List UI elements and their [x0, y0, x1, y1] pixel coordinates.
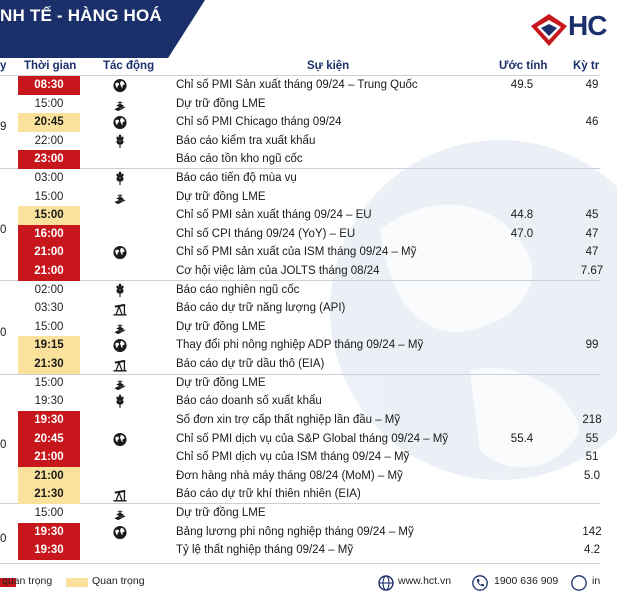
globe-icon [112, 525, 128, 540]
table-row[interactable] [0, 76, 600, 95]
previous-value [567, 281, 617, 300]
date-column-fragment: y [0, 60, 7, 72]
impact-column-header: Tác động [103, 60, 155, 72]
event-name: Dự trữ đồng LME [176, 507, 266, 519]
wheat-icon [112, 171, 128, 186]
event-time: 15:00 [34, 507, 64, 519]
forecast-value [497, 448, 547, 467]
table-row[interactable] [0, 299, 600, 318]
event-name: Thay đổi phi nông nghiệp ADP tháng 09/24 – Mỹ [176, 339, 424, 351]
page-title: NH TẾ - HÀNG HOÁ [0, 6, 162, 25]
table-row[interactable] [0, 355, 600, 374]
legend-yellow-label: Quan trọng [92, 575, 145, 587]
logo-text: HC [568, 10, 607, 41]
event-name: Báo cáo nghiên ngũ cốc [176, 284, 300, 296]
table-row[interactable] [0, 336, 600, 355]
previous-value: 51 [585, 451, 599, 463]
event-name: Tỷ lệ thất nghiệp tháng 09/24 – Mỹ [176, 544, 354, 556]
event-time: 23:00 [18, 150, 80, 169]
wheat-icon [112, 283, 128, 298]
event-time: 21:30 [18, 485, 80, 504]
event-name: Đơn hàng nhà máy tháng 08/24 (MoM) – Mỹ [176, 470, 403, 482]
table-row[interactable] [0, 523, 600, 542]
event-name: Dự trữ đồng LME [176, 377, 266, 389]
date-fragment: 0 [0, 327, 7, 339]
event-name: Chỉ số PMI sản xuất của ISM tháng 09/24 – Mỹ [176, 246, 417, 258]
event-time: 02:00 [34, 284, 64, 296]
phone-icon [472, 575, 488, 591]
table-row[interactable] [0, 132, 600, 151]
event-time: 21:00 [18, 243, 80, 262]
table-row[interactable] [0, 188, 600, 207]
event-time: 19:30 [34, 395, 64, 407]
event-name: Chỉ số PMI dịch vụ của S&P Global tháng 09/24 – Mỹ [176, 433, 449, 445]
previous-value [567, 355, 617, 374]
table-row[interactable] [0, 150, 600, 169]
event-time: 21:00 [18, 448, 80, 467]
event-name: Báo cáo tồn kho ngũ cốc [176, 153, 303, 165]
event-time: 15:00 [34, 191, 64, 203]
previous-value: 142 [582, 526, 602, 538]
forecast-value [497, 411, 547, 430]
event-time: 15:00 [34, 377, 64, 389]
forecast-value [497, 318, 547, 337]
event-time: 15:00 [18, 206, 80, 225]
table-row[interactable] [0, 95, 600, 114]
footer [0, 570, 600, 600]
social-icon [571, 575, 587, 591]
event-time: 15:00 [34, 98, 64, 110]
event-name: Chỉ số CPI tháng 09/24 (YoY) – EU [176, 228, 356, 240]
previous-value [567, 504, 617, 523]
table-row[interactable] [0, 485, 600, 504]
event-name: Chỉ số PMI dịch vụ của ISM tháng 09/24 – Mỹ [176, 451, 410, 463]
event-name: Báo cáo tiến độ mùa vụ [176, 172, 297, 184]
table-row[interactable] [0, 392, 600, 411]
table-row[interactable] [0, 467, 600, 486]
metal-bars-icon [112, 190, 128, 205]
previous-value [567, 318, 617, 337]
event-name: Chỉ số PMI Sản xuất tháng 09/24 – Trung Quốc [176, 79, 418, 91]
table-row[interactable] [0, 281, 600, 300]
forecast-value [497, 262, 547, 281]
date-fragment: 0 [0, 439, 7, 451]
previous-value [567, 188, 617, 207]
footer-extra: in [592, 575, 601, 587]
previous-value: 7.67 [580, 265, 604, 277]
event-time: 21:00 [18, 262, 80, 281]
table-row[interactable] [0, 318, 600, 337]
event-name: Báo cáo kiểm tra xuất khẩu [176, 135, 316, 147]
forecast-value: 55.4 [510, 433, 534, 445]
table-row[interactable] [0, 374, 600, 393]
event-name: Bảng lương phi nông nghiệp tháng 09/24 – Mỹ [176, 526, 414, 538]
previous-value [567, 150, 617, 169]
metal-bars-icon [112, 320, 128, 335]
table-row[interactable] [0, 113, 600, 132]
event-name: Chỉ số PMI Chicago tháng 09/24 [176, 116, 342, 128]
event-time: 03:00 [34, 172, 64, 184]
event-name: Báo cáo doanh số xuất khẩu [176, 395, 322, 407]
previous-value: 45 [585, 209, 599, 221]
forecast-value [497, 132, 547, 151]
oil-pump-icon [112, 487, 128, 502]
event-name: Dự trữ đồng LME [176, 321, 266, 333]
event-time: 21:30 [18, 355, 80, 374]
event-name: Báo cáo dự trữ khí thiên nhiên (EIA) [176, 488, 361, 500]
footer-website[interactable]: www.hct.vn [398, 575, 452, 587]
date-fragment: 9 [0, 121, 7, 133]
forecast-value [497, 243, 547, 262]
forecast-value [497, 523, 547, 542]
metal-bars-icon [112, 97, 128, 112]
legend-red-label: quan trọng [2, 575, 53, 587]
legend-yellow-swatch [66, 578, 88, 587]
forecast-value [497, 169, 547, 188]
previous-value: 5.0 [584, 470, 600, 482]
metal-bars-icon [112, 506, 128, 521]
previous-value [567, 374, 617, 393]
forecast-value [497, 392, 547, 411]
forecast-value [497, 336, 547, 355]
previous-value [567, 299, 617, 318]
table-row[interactable] [0, 225, 600, 244]
event-column-header: Sự kiện [307, 60, 350, 72]
table-row[interactable] [0, 448, 600, 467]
logo-icon [529, 12, 569, 48]
globe-icon [112, 338, 128, 353]
previous-value: 46 [585, 116, 599, 128]
previous-value [567, 132, 617, 151]
web-globe-icon [378, 575, 394, 591]
table-row[interactable] [0, 169, 600, 188]
previous-value: 4.2 [584, 544, 600, 556]
event-name: Dự trữ đồng LME [176, 98, 266, 110]
event-name: Chỉ số PMI sản xuất tháng 09/24 – EU [176, 209, 372, 221]
globe-icon [112, 78, 128, 93]
previous-value [567, 95, 617, 114]
event-time: 19:30 [18, 523, 80, 542]
previous-value: 99 [585, 339, 599, 351]
table-row[interactable] [0, 243, 600, 262]
globe-icon [112, 115, 128, 130]
table-row[interactable] [0, 541, 600, 560]
forecast-value [497, 95, 547, 114]
event-time: 22:00 [34, 135, 64, 147]
event-time: 08:30 [18, 76, 80, 95]
forecast-value [497, 355, 547, 374]
globe-icon [112, 245, 128, 260]
forecast-value: 44.8 [510, 209, 534, 221]
previous-value [567, 169, 617, 188]
table-row[interactable] [0, 206, 600, 225]
table-row[interactable] [0, 504, 600, 523]
group-separator [0, 563, 600, 564]
event-name: Báo cáo dự trữ năng lượng (API) [176, 302, 346, 314]
table-row[interactable] [0, 430, 600, 449]
forecast-value [497, 485, 547, 504]
previous-value: 218 [582, 414, 602, 426]
forecast-value [497, 188, 547, 207]
previous-value: 47 [585, 246, 599, 258]
forecast-value [497, 374, 547, 393]
event-name: Cơ hội việc làm của JOLTS tháng 08/24 [176, 265, 380, 277]
previous-value [567, 485, 617, 504]
event-time: 16:00 [18, 225, 80, 244]
wheat-icon [112, 134, 128, 149]
event-time: 21:00 [18, 467, 80, 486]
forecast-value: 49.5 [510, 79, 534, 91]
forecast-value [497, 113, 547, 132]
date-fragment: 0 [0, 533, 7, 545]
event-time: 03:30 [34, 302, 64, 314]
forecast-value [497, 541, 547, 560]
forecast-value [497, 467, 547, 486]
forecast-value [497, 281, 547, 300]
event-time: 20:45 [18, 113, 80, 132]
event-name: Dự trữ đồng LME [176, 191, 266, 203]
previous-value: 55 [585, 433, 599, 445]
previous-value [567, 392, 617, 411]
event-name: Báo cáo dự trữ dầu thô (EIA) [176, 358, 325, 370]
forecast-value [497, 504, 547, 523]
event-time: 20:45 [18, 430, 80, 449]
event-time: 15:00 [34, 321, 64, 333]
oil-pump-icon [112, 301, 128, 316]
oil-pump-icon [112, 357, 128, 372]
previous-value: 47 [585, 228, 599, 240]
event-time: 19:15 [18, 336, 80, 355]
forecast-value: 47.0 [510, 228, 534, 240]
table-row[interactable] [0, 411, 600, 430]
time-column-header: Thời gian [24, 60, 77, 72]
previous-column-header: Kỳ tr [573, 60, 600, 72]
event-time: 19:30 [18, 411, 80, 430]
wheat-icon [112, 394, 128, 409]
event-name: Số đơn xin trợ cấp thất nghiệp lần đầu – Mỹ [176, 414, 401, 426]
forecast-value [497, 150, 547, 169]
metal-bars-icon [112, 376, 128, 391]
globe-icon [112, 432, 128, 447]
date-fragment: 0 [0, 224, 7, 236]
forecast-column-header: Ước tính [499, 60, 548, 72]
footer-phone[interactable]: 1900 636 909 [494, 575, 559, 587]
previous-value: 49 [585, 79, 599, 91]
event-time: 19:30 [18, 541, 80, 560]
table-row[interactable] [0, 262, 604, 281]
forecast-value [497, 299, 547, 318]
header [0, 0, 607, 58]
